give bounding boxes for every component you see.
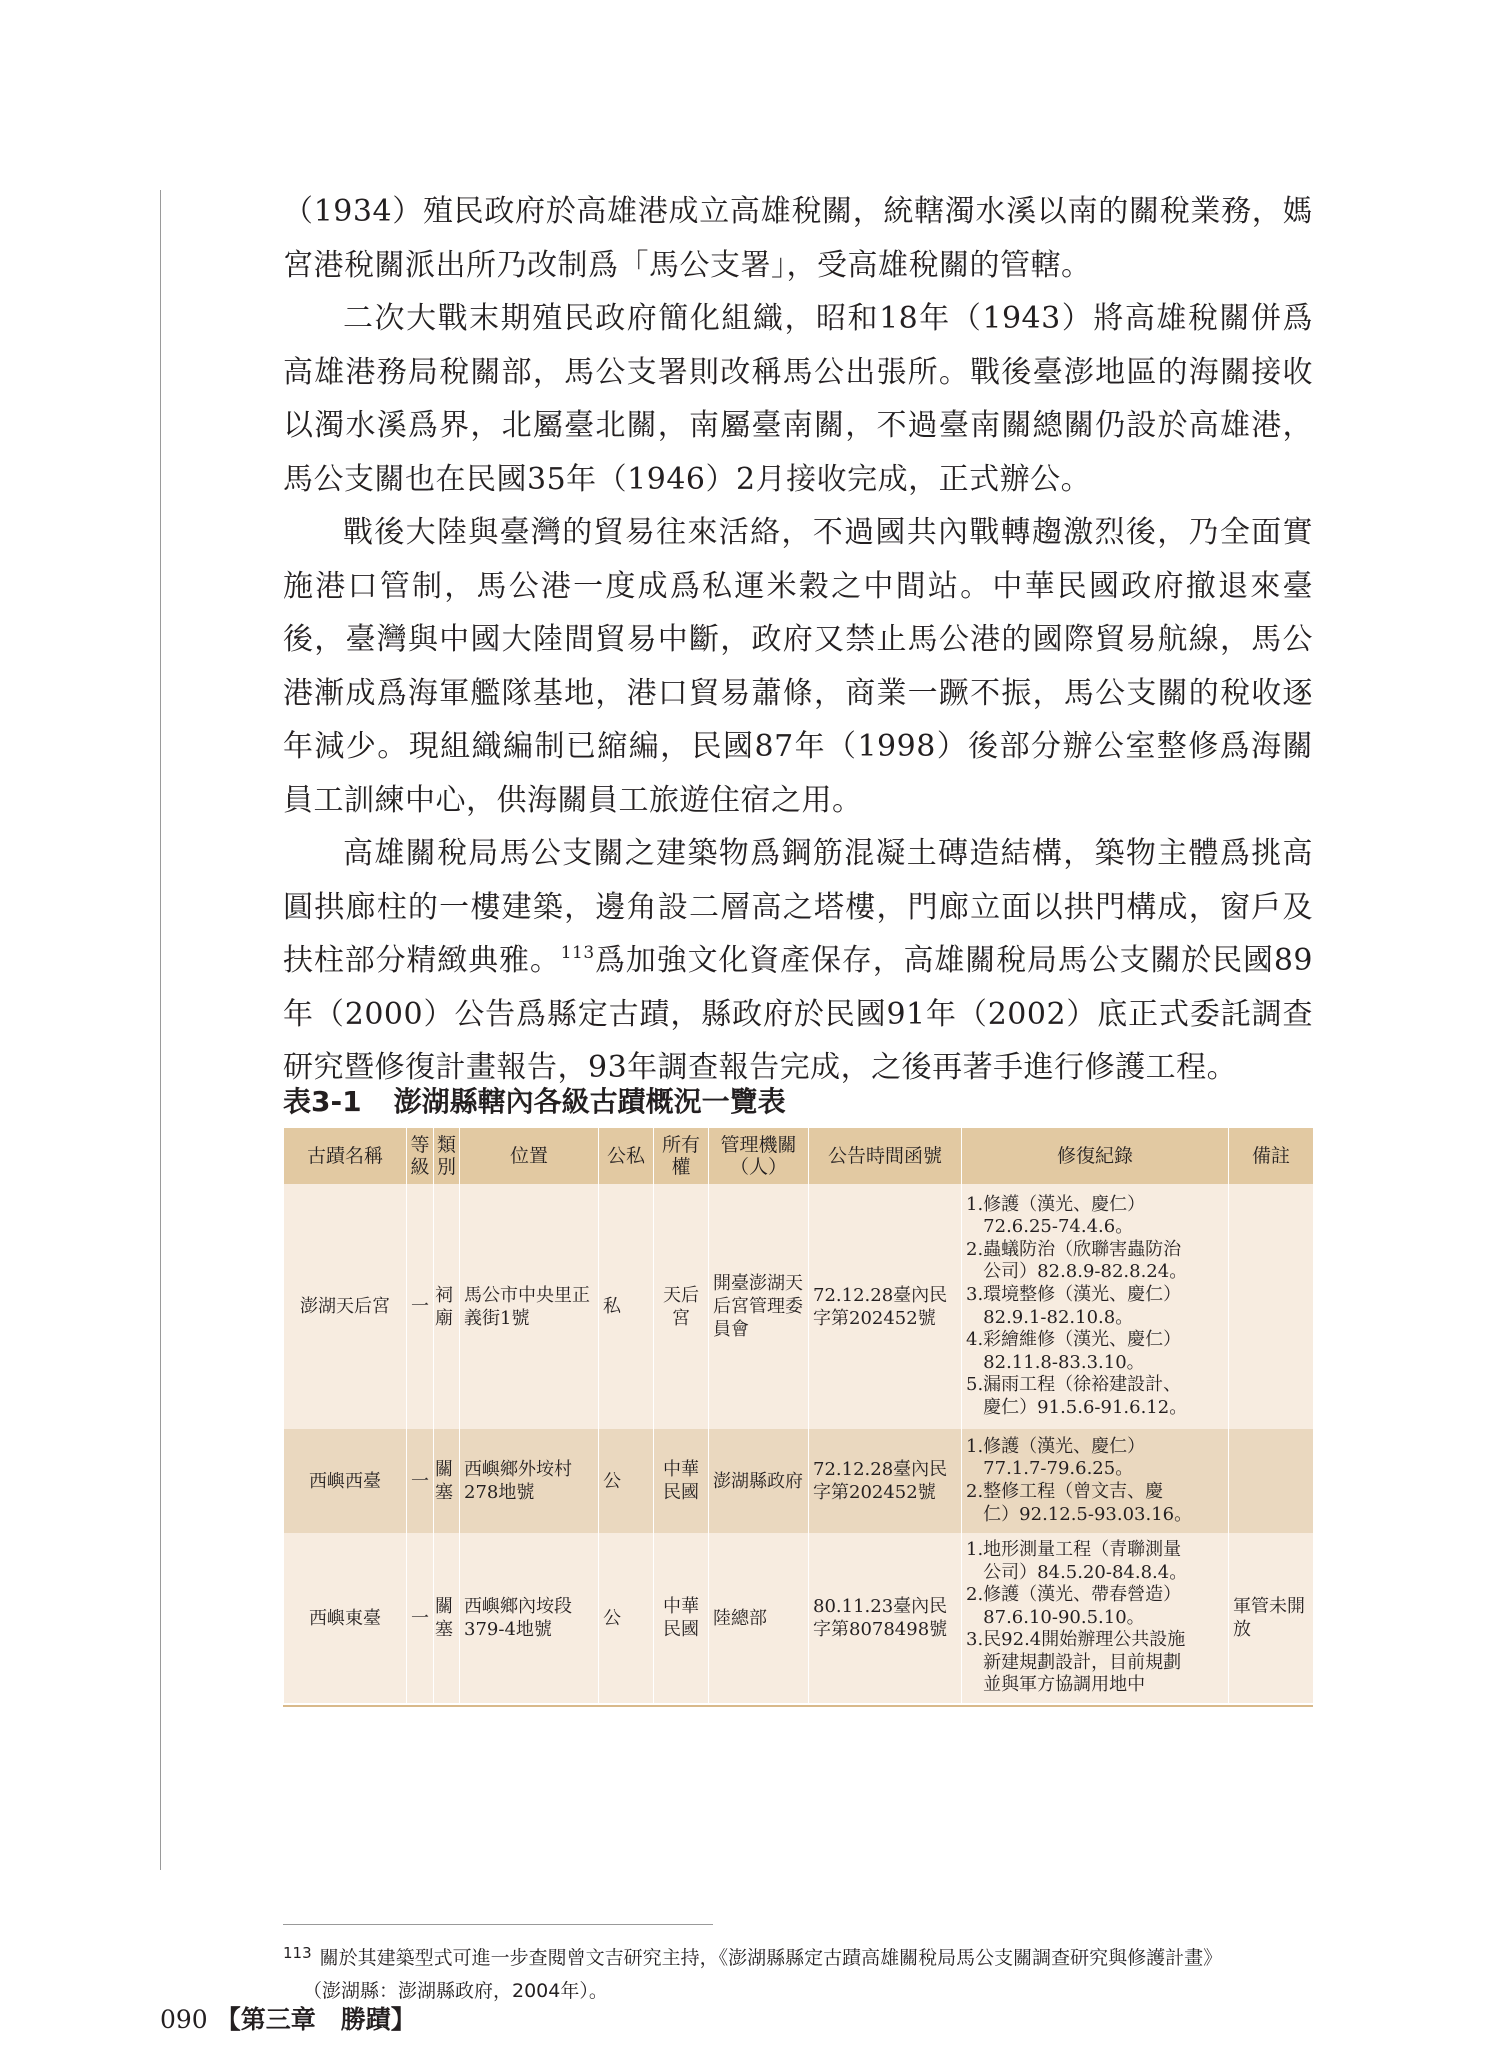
margin-rule — [160, 190, 161, 1870]
cell-name: 西嶼西臺 — [284, 1429, 407, 1533]
cell-public-private: 私 — [599, 1184, 654, 1429]
record-line: 82.9.1-82.10.8。 — [966, 1306, 1134, 1328]
header-ownership: 所有權 — [654, 1128, 709, 1184]
cell-location: 馬公市中央里正義街1號 — [460, 1184, 599, 1429]
paragraph-2: 二次大戰末期殖民政府簡化組織，昭和18年（1943）將高雄稅關併爲高雄港務局稅關部，馬公支署則改稱馬公出張所。戰後臺澎地區的海關接收以濁水溪爲界，北屬臺北關，南屬臺南關，不過臺南關總關仍設於高雄港，馬公支關也在民國35年（1946）2月接收完成，正式辦公。 — [283, 301, 1313, 497]
cell-remarks — [1229, 1429, 1314, 1533]
footnote-line-1 — [283, 1937, 1323, 1975]
footnote-number: 113 — [283, 1944, 312, 1962]
record-line: 1.修護（漢光、慶仁） — [966, 1435, 1146, 1457]
cell-name: 澎湖天后宮 — [284, 1184, 407, 1429]
record-line: 5.漏雨工程（徐裕建設計、 — [966, 1374, 1182, 1396]
record-line: 2.修護（漢光、帶春營造） — [966, 1584, 1182, 1606]
record-line: 1.地形測量工程（青聯測量 — [966, 1538, 1182, 1560]
cell-grade: 一 — [407, 1429, 434, 1533]
record-line: 仁）92.12.5-93.03.16。 — [966, 1503, 1193, 1525]
cell-records — [962, 1429, 1229, 1533]
footnote — [283, 1937, 1323, 2008]
table-caption — [283, 1080, 1313, 1120]
cell-records — [962, 1533, 1229, 1703]
paragraph-4 — [283, 827, 1313, 1095]
cell-name: 西嶼東臺 — [284, 1533, 407, 1703]
header-records: 修復紀錄 — [962, 1128, 1229, 1184]
cell-public-private: 公 — [599, 1429, 654, 1533]
cell-remarks — [1229, 1184, 1314, 1429]
cell-ownership: 中華民國 — [654, 1533, 709, 1703]
record-line: 82.11.8-83.3.10。 — [966, 1351, 1145, 1373]
page-number: 090 — [160, 2005, 208, 2034]
record-line: 公司）82.8.9-82.8.24。 — [966, 1261, 1188, 1283]
table-bottom-rule — [283, 1705, 1313, 1707]
paragraph-1: （1934）殖民政府於高雄港成立高雄稅關，統轄濁水溪以南的關稅業務，媽宮港稅關派出所乃改制爲「馬公支署」，受高雄稅關的管轄。 — [283, 194, 1313, 283]
body-text — [283, 185, 1313, 1095]
record-line: 公司）84.5.20-84.8.4。 — [966, 1561, 1188, 1583]
footnote-line-2: （澎湖縣：澎湖縣政府，2004年）。 — [303, 1980, 608, 2002]
cell-type: 關塞 — [434, 1533, 460, 1703]
record-line: 3.環境整修（漢光、慶仁） — [966, 1283, 1182, 1305]
cell-records — [962, 1184, 1229, 1429]
record-line: 77.1.7-79.6.25。 — [966, 1458, 1134, 1480]
page-folio — [160, 2000, 416, 2036]
monuments-table — [283, 1128, 1314, 1703]
paragraph-4-part-2: 爲加強文化資產保存，高雄關稅局馬公支關於民國89年（2000）公告爲縣定古蹟，縣政府於民國91年（2002）底正式委託調查研究暨修復計畫報告，93年調查報告完成，之後再著手進行修護工程。 — [283, 943, 1313, 1085]
record-line: 3.民92.4開始辦理公共設施 — [966, 1629, 1186, 1651]
table-row — [284, 1184, 1314, 1429]
record-line: 新建規劃設計，目前規劃 — [966, 1651, 1182, 1673]
record-line: 4.彩繪維修（漢光、慶仁） — [966, 1329, 1182, 1351]
footnote-text-1: 關於其建築型式可進一步查閱曾文吉研究主持，《澎湖縣縣定古蹟高雄關稅局馬公支關調查研究與修護計畫》 — [319, 1947, 1223, 1969]
cell-manager: 開臺澎湖天后宮管理委員會 — [709, 1184, 809, 1429]
cell-grade: 一 — [407, 1533, 434, 1703]
footnote-rule — [283, 1924, 713, 1925]
header-location: 位置 — [460, 1128, 599, 1184]
cell-manager: 陸總部 — [709, 1533, 809, 1703]
paragraph-4-part-1: 高雄關稅局馬公支關之建築物爲鋼筋混凝土磚造結構，築物主體爲挑高圓拱廊柱的一樓建築，邊角設二層高之塔樓，門廊立面以拱門構成，窗戶及扶柱部分精緻典雅。 — [283, 836, 1313, 978]
header-public-private: 公私 — [599, 1128, 654, 1184]
table-number: 表3-1 — [283, 1085, 362, 1118]
cell-remarks: 軍管未開放 — [1229, 1533, 1314, 1703]
record-line: 2.整修工程（曾文吉、慶 — [966, 1481, 1164, 1502]
paragraph-3: 戰後大陸與臺灣的貿易往來活絡，不過國共內戰轉趨激烈後，乃全面實施港口管制，馬公港一度成爲私運米穀之中間站。中華民國政府撤退來臺後，臺灣與中國大陸間貿易中斷，政府又禁止馬公港的國際貿易航線，馬公港漸成爲海軍艦隊基地，港口貿易蕭條，商業一蹶不振，馬公支關的稅收逐年減少。現組織編制已縮編，民國87年（1998）後部分辦公室整修爲海關員工訓練中心，供海關員工旅遊住宿之用。 — [283, 515, 1313, 818]
cell-grade: 一 — [407, 1184, 434, 1429]
table-row — [284, 1533, 1314, 1703]
cell-manager: 澎湖縣政府 — [709, 1429, 809, 1533]
header-announcement: 公告時間函號 — [809, 1128, 962, 1184]
record-line: 72.6.25-74.4.6。 — [966, 1216, 1134, 1238]
table-title: 澎湖縣轄內各級古蹟概況一覽表 — [393, 1085, 786, 1118]
cell-ownership: 天后宮 — [654, 1184, 709, 1429]
chapter-label: 【第三章 勝蹟】 — [215, 2005, 416, 2034]
record-line: 87.6.10-90.5.10。 — [966, 1606, 1145, 1628]
header-manager: 管理機關（人） — [709, 1128, 809, 1184]
header-name: 古蹟名稱 — [284, 1128, 407, 1184]
header-grade: 等級 — [407, 1128, 434, 1184]
cell-announcement: 72.12.28臺內民字第202452號 — [809, 1429, 962, 1533]
cell-announcement: 80.11.23臺內民字第8078498號 — [809, 1533, 962, 1703]
table-row — [284, 1429, 1314, 1533]
cell-type: 關塞 — [434, 1429, 460, 1533]
header-remarks: 備註 — [1229, 1128, 1314, 1184]
record-line: 2.蟲蟻防治（欣聯害蟲防治 — [966, 1238, 1182, 1260]
header-type: 類別 — [434, 1128, 460, 1184]
table-header-row — [284, 1128, 1314, 1184]
record-line: 1.修護（漢光、慶仁） — [966, 1193, 1146, 1215]
cell-type: 祠廟 — [434, 1184, 460, 1429]
cell-ownership: 中華民國 — [654, 1429, 709, 1533]
cell-announcement: 72.12.28臺內民字第202452號 — [809, 1184, 962, 1429]
record-line: 並與軍方協調用地中 — [966, 1674, 1146, 1696]
cell-public-private: 公 — [599, 1533, 654, 1703]
cell-location: 西嶼鄉外垵村278地號 — [460, 1429, 599, 1533]
record-line: 慶仁）91.5.6-91.6.12。 — [966, 1396, 1188, 1418]
cell-location: 西嶼鄉內垵段379-4地號 — [460, 1533, 599, 1703]
footnote-ref[interactable]: 113 — [560, 943, 595, 963]
